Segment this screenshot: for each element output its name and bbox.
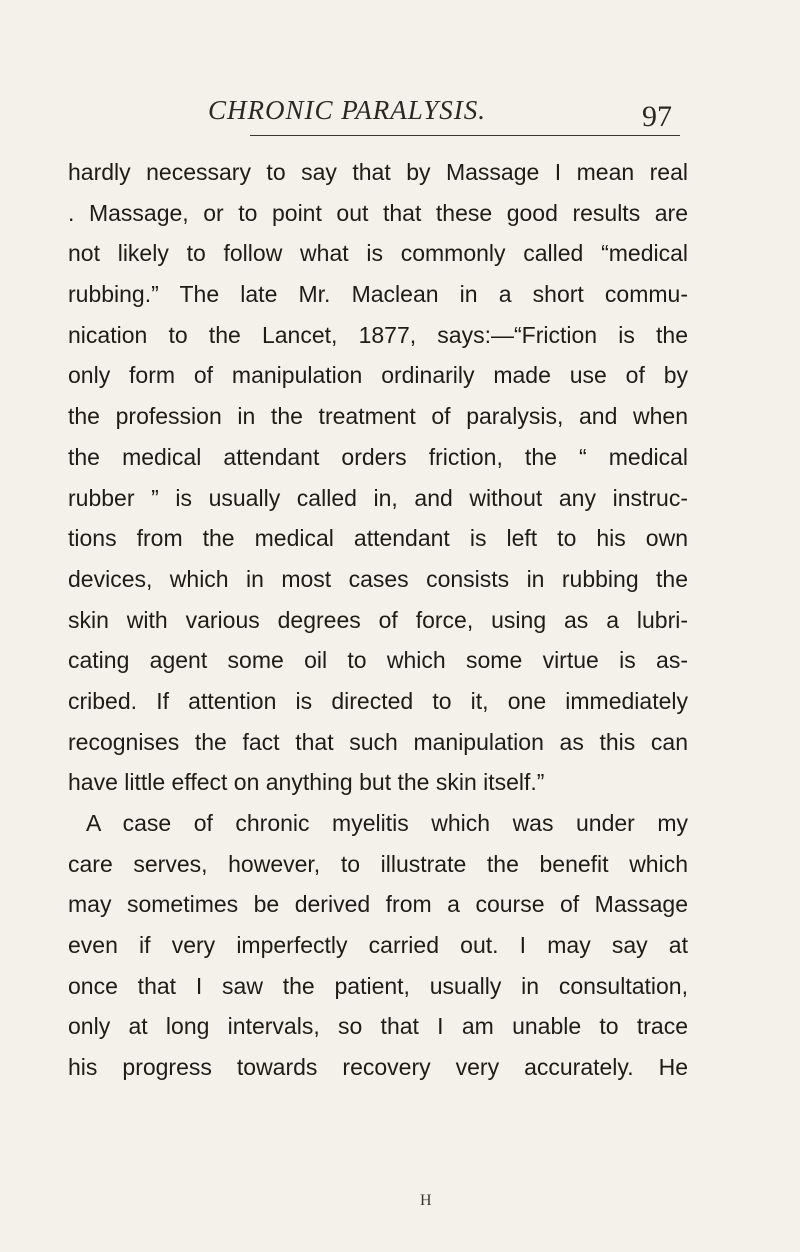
text-line: nication to the Lancet, 1877, says:—“Friction is the [68,321,688,348]
text-line: even if very imperfectly carried out. I may say at [68,932,688,959]
signature-mark: H [420,1192,432,1209]
text-line: once that I saw the patient, usually in consultation, [68,972,688,999]
text-line: not likely to follow what is commonly called “medical [68,240,688,267]
text-line: recognises the fact that such manipulation as this can [68,728,688,755]
text-line: rubber ” is usually called in, and without any instruc- [68,484,688,511]
body-text [68,152,688,1088]
text-line: only at long intervals, so that I am unable to trace [68,1013,688,1040]
text-line: . Massage, or to point out that these good results are [68,199,688,226]
text-line: may sometimes be derived from a course of Massage [68,891,688,918]
text-line: skin with various degrees of force, using as a lubri- [68,606,688,633]
text-line: have little effect on anything but the skin itself.” [68,769,545,796]
page-number: 97 [642,100,672,133]
text-line: only form of manipulation ordinarily made use of by [68,362,688,389]
text-line: the profession in the treatment of paralysis, and when [68,403,688,430]
text-line: A case of chronic myelitis which was under my [86,810,688,836]
text-line: the medical attendant orders friction, the “ medical [68,443,688,470]
text-line: tions from the medical attendant is left to his own [68,525,688,552]
text-line: hardly necessary to say that by Massage I mean real [68,159,688,185]
running-title: CHRONIC PARALYSIS. [208,95,486,125]
text-line: rubbing.” The late Mr. Maclean in a short commu- [68,281,688,308]
text-line: care serves, however, to illustrate the benefit which [68,850,688,877]
text-line: devices, which in most cases consists in rubbing the [68,565,688,592]
text-line: cribed. If attention is directed to it, one immediately [68,687,688,714]
text-line: cating agent some oil to which some virtue is as- [68,647,688,674]
header-rule [250,135,680,136]
text-line: his progress towards recovery very accurately. He [68,1054,688,1081]
